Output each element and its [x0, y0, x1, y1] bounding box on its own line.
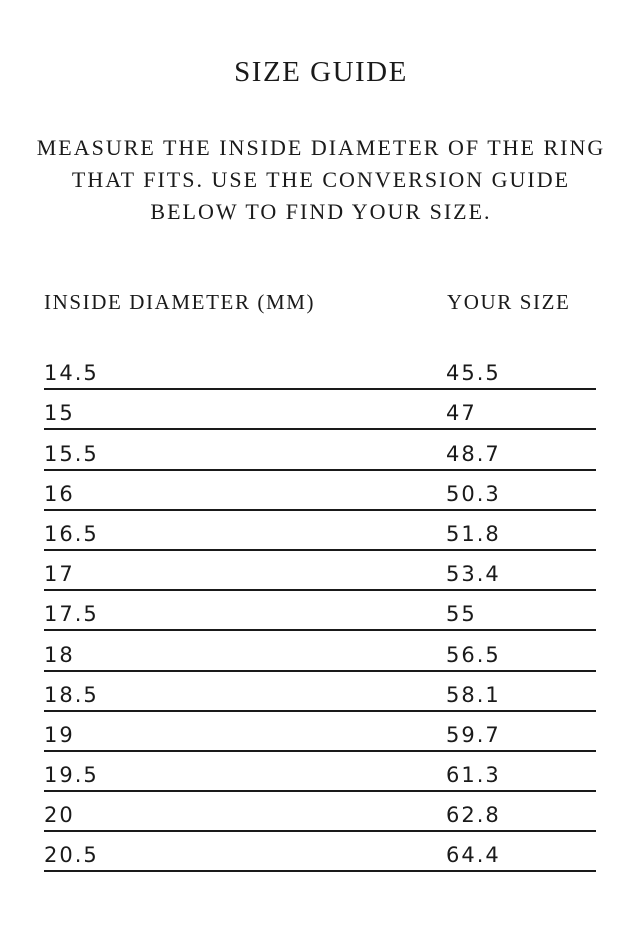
intro-text [20, 132, 622, 228]
your-size-cell: 53.4 [446, 562, 501, 587]
table-row [44, 390, 596, 430]
inside-diameter-cell: 19 [44, 722, 75, 747]
your-size-cell: 64.4 [446, 843, 501, 868]
your-size-cell: 45.5 [446, 361, 501, 386]
table-row [44, 471, 596, 511]
table-row [44, 551, 596, 591]
table-row [44, 792, 596, 832]
inside-diameter-cell: 19.5 [44, 763, 99, 788]
your-size-cell: 56.5 [446, 642, 501, 667]
your-size-cell: 61.3 [446, 763, 501, 788]
inside-diameter-cell: 18.5 [44, 682, 99, 707]
your-size-cell: 51.8 [446, 521, 501, 546]
intro-line: MEASURE THE INSIDE DIAMETER OF THE RING [36, 135, 606, 160]
your-size-cell: 47 [446, 401, 477, 426]
table-row [44, 350, 596, 390]
column-header-inside-diameter: INSIDE DIAMETER (MM) [44, 290, 316, 314]
inside-diameter-cell: 17 [44, 562, 75, 587]
your-size-cell: 50.3 [446, 481, 501, 506]
table-row [44, 672, 596, 712]
inside-diameter-cell: 16 [44, 481, 75, 506]
your-size-cell: 48.7 [446, 441, 501, 466]
intro-line: BELOW TO FIND YOUR SIZE. [150, 199, 492, 224]
table-row [44, 712, 596, 752]
column-header-your-size: YOUR SIZE [447, 290, 571, 314]
your-size-cell: 62.8 [446, 803, 501, 828]
inside-diameter-cell: 18 [44, 642, 75, 667]
inside-diameter-cell: 17.5 [44, 602, 99, 627]
your-size-cell: 58.1 [446, 682, 501, 707]
inside-diameter-cell: 15 [44, 401, 75, 426]
inside-diameter-cell: 15.5 [44, 441, 99, 466]
inside-diameter-cell: 20.5 [44, 843, 99, 868]
inside-diameter-cell: 16.5 [44, 521, 99, 546]
table-row [44, 591, 596, 631]
table-row [44, 631, 596, 671]
intro-line: THAT FITS. USE THE CONVERSION GUIDE [71, 167, 571, 192]
page-title: SIZE GUIDE [234, 56, 408, 88]
table-row [44, 832, 596, 872]
table-row [44, 752, 596, 792]
your-size-cell: 55 [446, 602, 477, 627]
your-size-cell: 59.7 [446, 722, 501, 747]
inside-diameter-cell: 20 [44, 803, 75, 828]
table-row [44, 430, 596, 470]
table-row [44, 511, 596, 551]
inside-diameter-cell: 14.5 [44, 361, 99, 386]
size-table [44, 350, 596, 872]
